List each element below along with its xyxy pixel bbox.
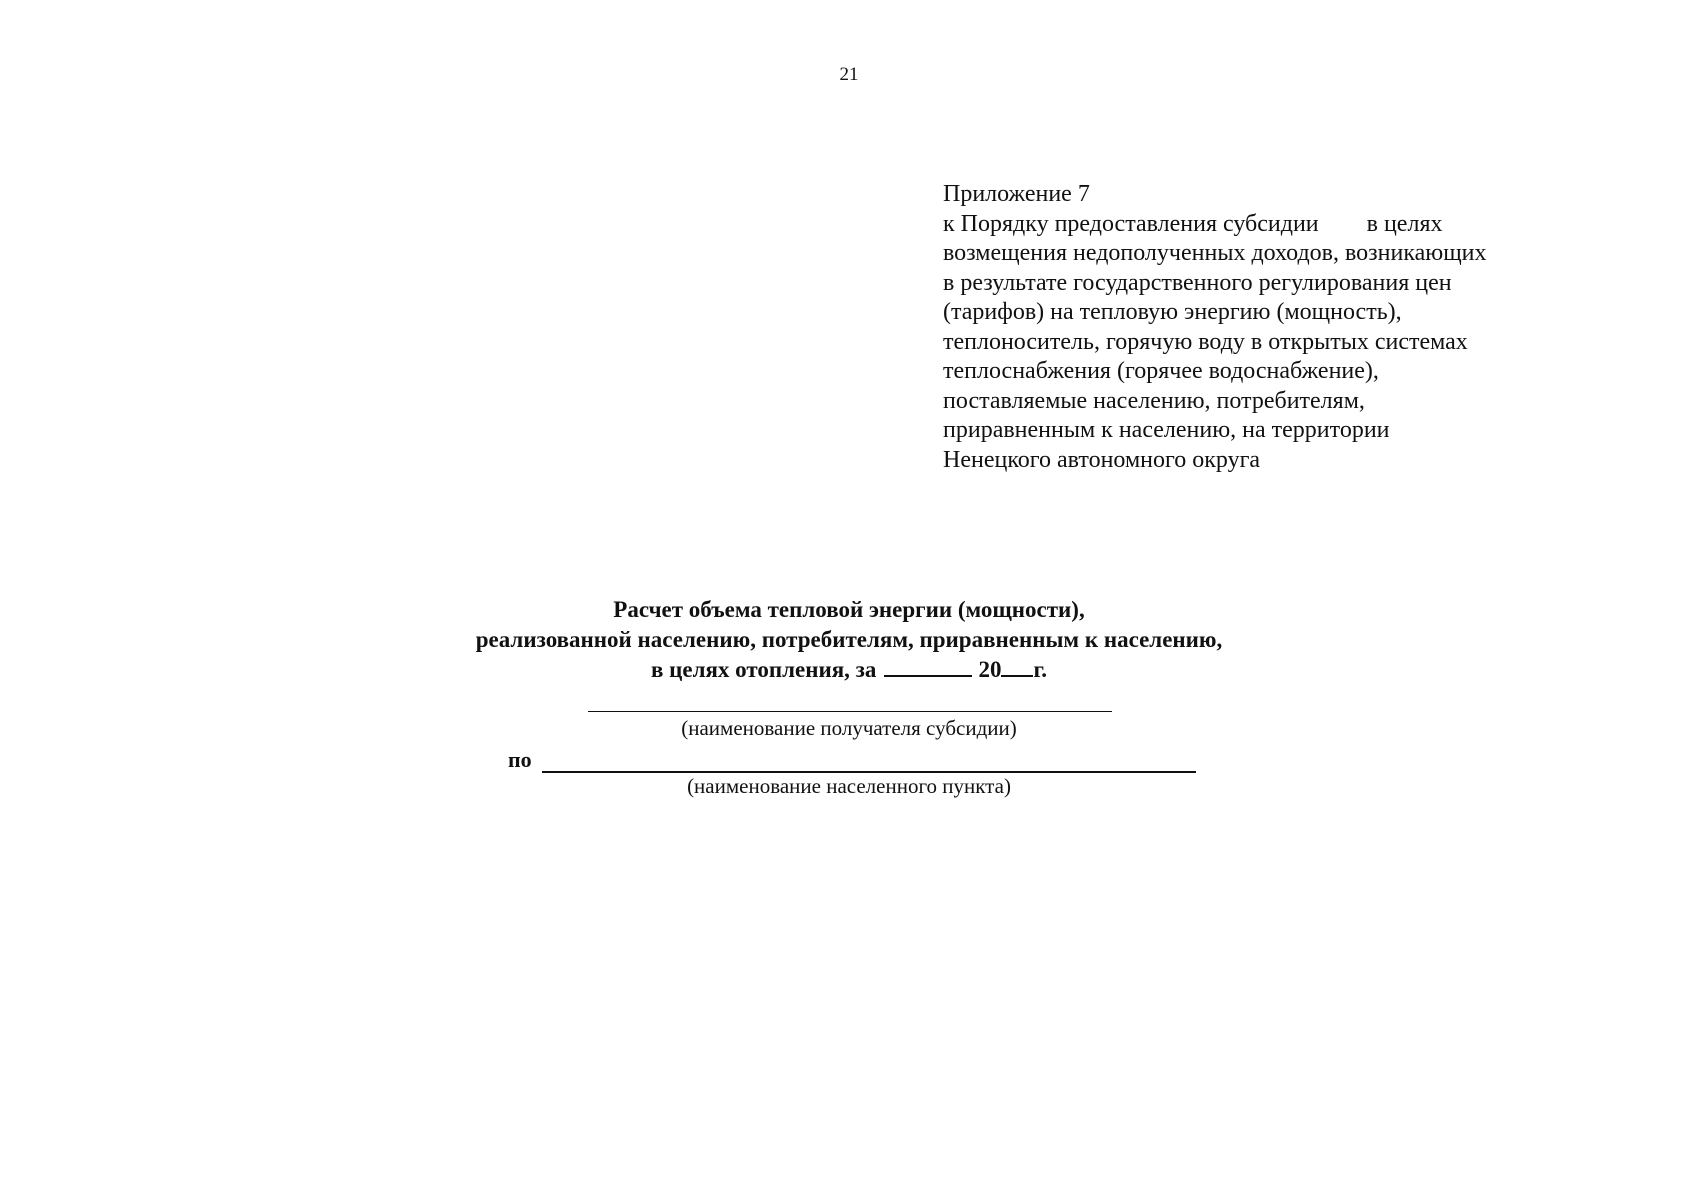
appendix-line: (тарифов) на тепловую энергию (мощность),: [943, 299, 1402, 325]
appendix-line: в результате государственного регулирования цен: [943, 269, 1452, 296]
settlement-caption: (наименование населенного пункта): [687, 774, 1011, 798]
page-number: 21: [839, 64, 859, 85]
appendix-line: приравненным к населению, на территории: [943, 417, 1390, 443]
year-blank-field[interactable]: [1001, 655, 1033, 677]
title-line-3: [0, 655, 1698, 685]
appendix-line: возмещения недополученных доходов, возникающих: [943, 240, 1487, 266]
title-line-2: реализованной населению, потребителям, приравненным к населению,: [475, 627, 1223, 652]
appendix-line: Ненецкого автономного округа: [943, 446, 1261, 473]
title-year-prefix: 20: [978, 657, 1002, 682]
appendix-line: теплоноситель, горячую воду в открытых системах: [943, 328, 1468, 355]
title-period-prefix: в целях отопления, за: [650, 657, 877, 682]
period-blank-field[interactable]: [884, 655, 972, 677]
settlement-name-field[interactable]: [542, 771, 1196, 773]
recipient-caption: (наименование получателя субсидии): [681, 716, 1017, 740]
appendix-line: к Порядку предоставления субсидии в целях: [943, 210, 1443, 237]
title-line-1: Расчет объема тепловой энергии (мощности),: [613, 597, 1085, 622]
recipient-name-field[interactable]: [588, 711, 1112, 712]
po-label: по: [508, 747, 532, 772]
appendix-header: [943, 180, 1623, 475]
appendix-line: Приложение 7: [943, 181, 1090, 207]
title-year-suffix: г.: [1033, 657, 1048, 682]
appendix-line: теплоснабжения (горячее водоснабжение),: [943, 358, 1379, 384]
appendix-line: поставляемые населению, потребителям,: [943, 387, 1365, 414]
document-title: [0, 595, 1698, 685]
